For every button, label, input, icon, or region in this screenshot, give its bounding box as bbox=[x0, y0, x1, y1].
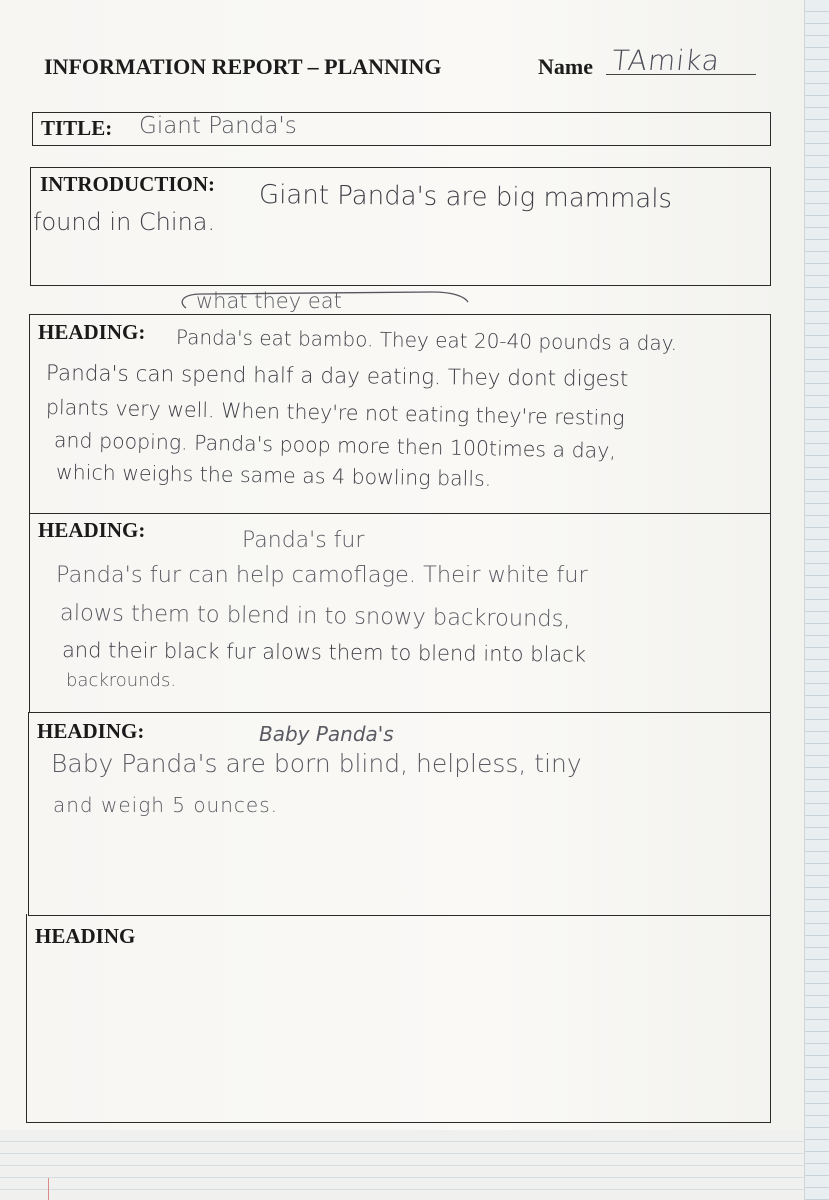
heading-1-line-4: and pooping. Panda's poop more then 100times a day, bbox=[53, 428, 617, 463]
worksheet-header bbox=[44, 44, 764, 86]
heading-2-line-4: backrounds. bbox=[66, 670, 177, 691]
notebook-page-edge-bottom bbox=[0, 1130, 829, 1200]
heading-1-line-1: Panda's eat bambo. They eat 20-40 pounds a day. bbox=[175, 325, 678, 356]
heading-box-3 bbox=[28, 712, 771, 916]
title-label: TITLE: bbox=[41, 116, 113, 140]
name-label: Name bbox=[538, 54, 593, 79]
introduction-line-1: Giant Panda's are big mammals bbox=[258, 180, 673, 215]
notebook-page-edge-right bbox=[804, 0, 829, 1200]
heading-1-line-3: plants very well. When they're not eating they're resting bbox=[45, 395, 625, 431]
heading-2-subheading: Panda's fur bbox=[242, 528, 365, 553]
heading-2-line-1: Panda's fur can help camoflage. Their white fur bbox=[56, 562, 588, 588]
heading-label-2: HEADING: bbox=[38, 518, 146, 542]
annotation-bracket-icon bbox=[172, 290, 472, 312]
heading-box-4 bbox=[26, 914, 771, 1123]
heading-2-line-3: and their black fur alows them to blend into black bbox=[61, 638, 587, 667]
heading-label-3: HEADING: bbox=[37, 719, 145, 743]
heading-3-subheading: Baby Panda's bbox=[259, 722, 394, 746]
report-title: INFORMATION REPORT – PLANNING bbox=[44, 54, 442, 79]
heading-1-line-2: Panda's can spend half a day eating. They dont digest bbox=[45, 361, 629, 393]
annotation-what-they-eat: what they eat bbox=[196, 289, 342, 313]
introduction-line-2: found in China. bbox=[33, 208, 216, 236]
heading-3-line-2: and weigh 5 ounces. bbox=[53, 793, 278, 817]
heading-box-1 bbox=[29, 314, 771, 514]
heading-box-2 bbox=[29, 512, 771, 713]
heading-label-4: HEADING bbox=[35, 924, 136, 948]
heading-1-line-5: which weighs the same as 4 bowling balls. bbox=[55, 460, 492, 491]
introduction-box bbox=[30, 167, 771, 286]
name-value: TAmika bbox=[610, 44, 722, 77]
introduction-label: INTRODUCTION: bbox=[40, 172, 216, 196]
notebook-margin-line bbox=[48, 1178, 49, 1200]
heading-label-1: HEADING: bbox=[38, 320, 146, 344]
title-value: Giant Panda's bbox=[139, 113, 297, 139]
heading-2-line-2: alows them to blend in to snowy backrounds, bbox=[59, 600, 571, 633]
heading-3-line-1: Baby Panda's are born blind, helpless, tiny bbox=[51, 749, 582, 778]
title-box bbox=[32, 112, 771, 146]
